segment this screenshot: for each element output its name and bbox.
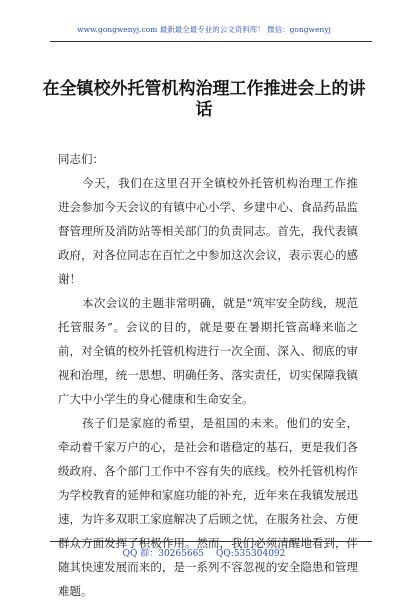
page-header: [0, 24, 408, 35]
document-body: [58, 147, 358, 603]
header-divider: [50, 41, 372, 42]
paragraph-3: 孩子们是家庭的希望，是祖国的未来。他们的安全，牵动着千家万户的心，是社会和谐稳定的基石，更是我们各级政府、各个部门工作中不容有失的底线。校外托管机构作为学校教育的延伸和家庭功能的补充，近年来在我镇发展迅速，为许多双职工家庭解决了后顾之忧，在服务社会、方便群众方面发挥了积极作用。然而，我们必须清醒地看到，伴随其快速发展而来的，是一系列不容忽视的安全隐患和管理难题。: [58, 416, 358, 598]
paragraph-2: 本次会议的主题非常明确，就是“筑牢安全防线，规范托管服务”。会议的目的，就是要在暑期托管高峰来临之前，对全镇的校外托管机构进行一次全面、深入、彻底的审视和治理，统一思想、明确任务、落实责任，切实保障我镇广大中小学生的身心健康和生命安全。: [58, 296, 358, 406]
page-footer: [0, 546, 408, 559]
salutation: 同志们：: [58, 152, 104, 166]
footer-qq-group: QQ 群：30265665: [122, 549, 205, 559]
footer-divider: [50, 541, 372, 542]
document-title: 在全镇校外托管机构治理工作推进会上的讲话: [42, 79, 366, 120]
paragraph-1: 今天，我们在这里召开全镇校外托管机构治理工作推进会参加今天会议的有镇中心小学、乡建中心、食品药品监督管理所及消防站等相关部门的负责同志。首先，我代表镇政府，对各位同志在百忙之中参加这次会议，表示衷心的感谢！: [58, 176, 358, 286]
header-text: www.gongwenyj.com 最新最全最专业的公文资料库！ 微信：gongwenyj: [77, 25, 331, 34]
footer-qq: QQ:535304092: [216, 549, 286, 559]
